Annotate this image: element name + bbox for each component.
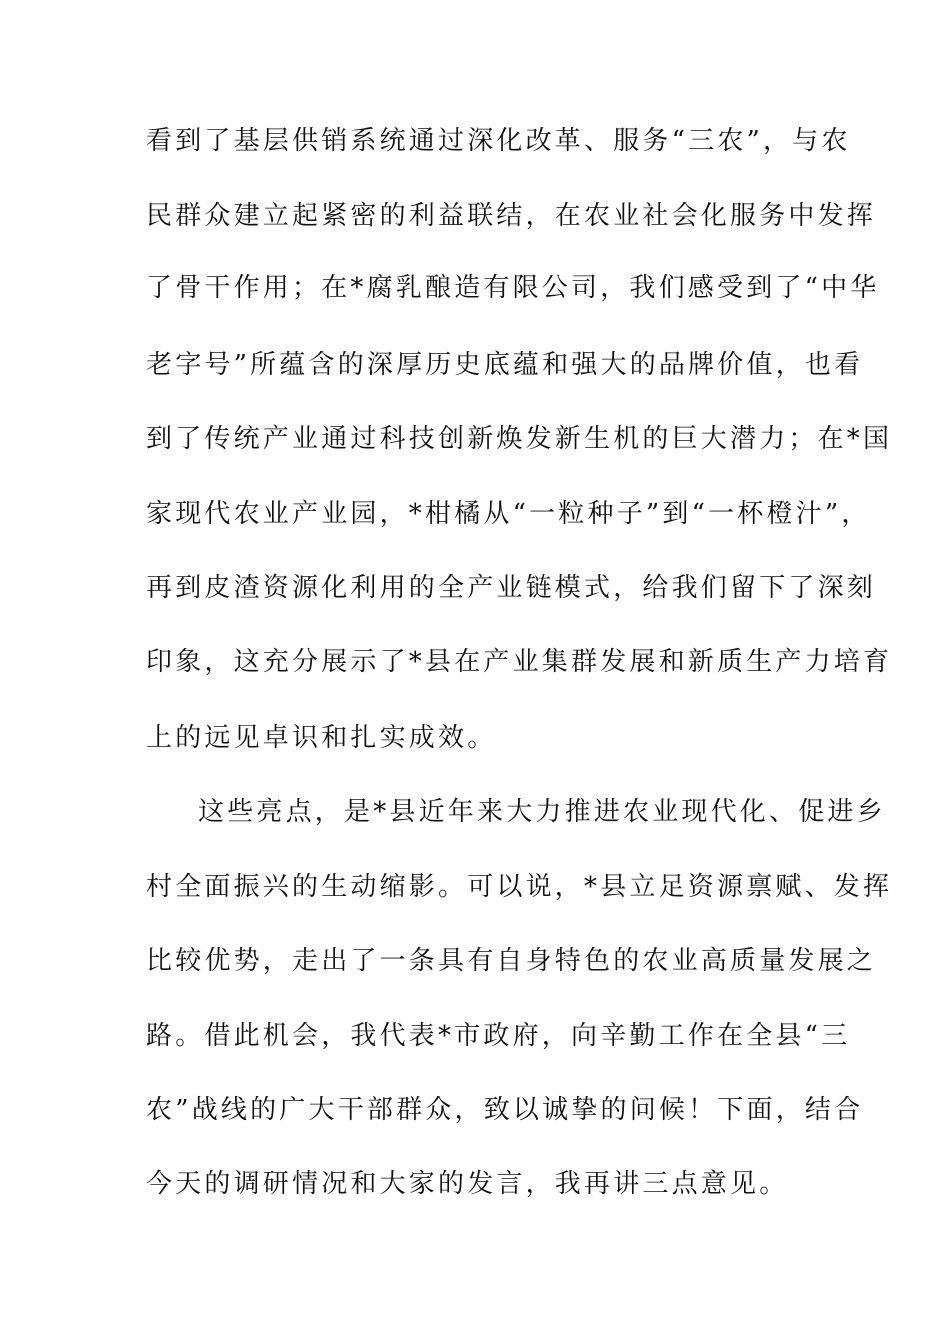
paragraph-1-line-8: 印象，这充分展示了*县在产业集群发展和新质生产力培育: [146, 647, 893, 677]
paragraph-1-line-9: 上的远见卓识和扎实成效。: [146, 723, 497, 753]
paragraph-1-line-6: 家现代农业产业园，*柑橘从“一粒种子”到“一杯橙汁”，: [146, 499, 871, 529]
paragraph-2-line-5: 农”战线的广大干部群众，致以诚挚的问候！下面，结合: [146, 1095, 864, 1125]
paragraph-2-line-6: 今天的调研情况和大家的发言，我再讲三点意见。: [146, 1169, 789, 1199]
paragraph-2-line-2: 村全面振兴的生动缩影。可以说，*县立足资源禀赋、发挥: [146, 872, 893, 902]
paragraph-2-line-1: 这些亮点，是*县近年来大力推进农业现代化、促进乡: [198, 797, 886, 827]
paragraph-1-line-1: 看到了基层供销系统通过深化改革、服务“三农”，与农: [146, 126, 851, 156]
paragraph-2-line-4: 路。借此机会，我代表*市政府，向辛勤工作在全县“三: [146, 1021, 851, 1051]
paragraph-1-line-2: 民群众建立起紧密的利益联结，在农业社会化服务中发挥: [146, 201, 877, 231]
paragraph-1-line-5: 到了传统产业通过科技创新焕发新生机的巨大潜力；在*国: [146, 424, 893, 454]
paragraph-1-line-3: 了骨干作用；在*腐乳酿造有限公司，我们感受到了“中华: [146, 273, 880, 303]
paragraph-2-line-3: 比较优势，走出了一条具有自身特色的农业高质量发展之: [146, 946, 877, 976]
paragraph-1-line-4: 老字号”所蕴含的深厚历史底蕴和强大的品牌价值，也看: [146, 350, 864, 380]
paragraph-1-line-7: 再到皮渣资源化利用的全产业链模式，给我们留下了深刻: [146, 573, 877, 603]
